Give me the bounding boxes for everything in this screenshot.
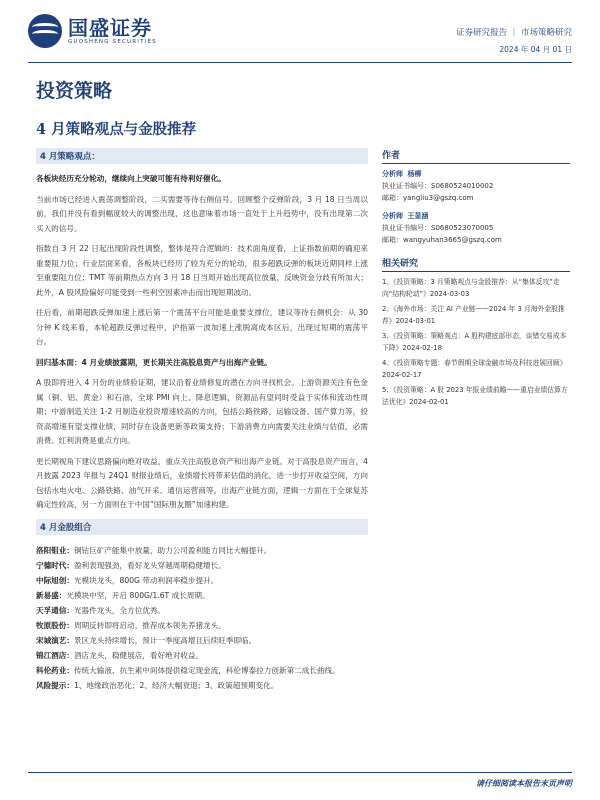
list-item: 锦江酒店：酒店龙头，稳健展店，看好绝对收益。 bbox=[36, 650, 204, 660]
list-item: 天孚通信：光器件龙头，全方位优秀。 bbox=[36, 605, 166, 615]
header-divider bbox=[28, 62, 572, 63]
list-item: 新易盛：光模块中坚，开启 800G/1.6T 成长周期。 bbox=[36, 590, 210, 600]
risk-warning: 风险提示：1、地缘政治恶化；2、经济大幅衰退；3、政策超预期变化。 bbox=[36, 680, 279, 690]
section-stocks-heading: 4 月金股组合 bbox=[36, 519, 368, 535]
paragraph: 当前市场已经进入震荡调整阶段，二买需要等待右侧信号。回顾整个反弹阶段，3 月 18 日当周以前，我们并没有看到幅度较大的调整出现，这也意味着市场一直处于上升趋势中，没有出现第二次买入的信号。 bbox=[36, 194, 368, 233]
paragraph: 更长期视角下建议思路偏向绝对收益，重点关注高股息资产和出海产业链。对于高股息资产而言，4 月披露 2023 年报与 24Q1 财报业绩后，业绩增长将带来估值的消化，进一步打开收益空间，方向包括水电火电、公路铁路、油气开采、通信运营商等。出海产业链方面，逻辑一方面在于全球复苏确定性较高，另一方面则在于中国“国际朋友圈”加速构建。 bbox=[36, 456, 368, 509]
analyst-role: 分析师 bbox=[382, 212, 403, 220]
analyst-cert: 执业证书编号：S0680523070005 bbox=[382, 224, 494, 232]
analyst-name: 杨柳 bbox=[407, 170, 422, 178]
report-date: 2024 年 04 月 01 日 bbox=[499, 45, 572, 54]
main-content bbox=[36, 148, 368, 693]
related-report[interactable]: 1、《投资策略：3 月策略观点与金股推荐：从“集体反攻”走向“结构轮动”》2024-03-03 bbox=[382, 278, 560, 298]
related-report[interactable]: 4、《投资策略专题：春节假期全球金融市场及科技进展回顾》2024-02-17 bbox=[382, 359, 567, 379]
related-report[interactable]: 3、《投资策略：策略观点：A 股构建底部形态，谈错交易成本下降》2024-02-18 bbox=[382, 332, 567, 352]
list-item: 中际旭创：光模块龙头，800G 带动利润率稳步提升。 bbox=[36, 575, 219, 585]
list-item: 牧原股份：周期反转即将启动，推荐成本领先养猪龙头。 bbox=[36, 620, 226, 630]
fundamentals-lead: 回归基本面：4 月业绩披露期，更长期关注高股息资产与出海产业链。 bbox=[36, 357, 272, 367]
analyst-block bbox=[382, 210, 570, 246]
page-header bbox=[0, 0, 600, 62]
logo-name-cn: 国盛证券 bbox=[68, 16, 152, 40]
doc-type: 投资策略 bbox=[36, 80, 113, 102]
footer-divider bbox=[28, 772, 572, 773]
analyst-block bbox=[382, 168, 570, 204]
analyst-role: 分析师 bbox=[382, 170, 403, 178]
sidebar bbox=[382, 148, 570, 411]
list-item: 宁德时代：盈利表现强劲，看好龙头穿越周期稳健增长。 bbox=[36, 560, 226, 570]
analyst-email[interactable]: 邮箱：wangyuhan3665@gszq.com bbox=[382, 236, 502, 244]
paragraph: A 股即将进入 4 月份的业绩验证期，建议沿着业绩修复的潜在方向寻找机会。上游资源关注有色金属（铜、铝、黄金）和石油，全球 PMI 向上、降息逻辑，资源品有望同时受益于实体和流动性周期；中游制造关注 1-2 月制造业投资增速较高的方向，包括公路铁路、运输设备、国产算力等，投资高增速有望支撑业绩，同时存在设备更新等政策支持；下游消费方向需要关注业绩与估值，必需消费、红利消费是重点方向。 bbox=[36, 378, 368, 445]
report-category: 证券研究报告 ｜ 市场策略研究 bbox=[456, 28, 572, 38]
analyst-email[interactable]: 邮箱：yangliu3@gszq.com bbox=[382, 194, 474, 202]
page-title: 4 月策略观点与金股推荐 bbox=[36, 121, 197, 138]
related-report[interactable]: 2、《海外市场：关注 AI 产业链——2024 年 3 月海外金股推荐》2024-03-01 bbox=[382, 305, 565, 325]
logo-mark-icon bbox=[28, 14, 62, 48]
authors-heading: 作者 bbox=[382, 148, 570, 164]
related-research-heading: 相关研究 bbox=[382, 256, 570, 272]
section-strategy-heading: 4 月策略观点： bbox=[36, 148, 368, 164]
list-item: 宋城演艺：景区龙头持续增长，预计一季度高增且后续旺季即临。 bbox=[36, 635, 257, 645]
paragraph: 指数自 3 月 22 日起出现阶段性调整，整体是符合逻辑的：技术面角度看，上证指数前期的确迎来重要阻力位；行业层面来看，各板块已经历了较为充分的轮动，很多超跌反弹的板块近期同样上涨至重要阻力位；TMT 等前期热点方向 3 月 18 日当周开始出现高位放量，反映资金分歧有所加大；此外，A 股风险偏好可能受到一些利空因素冲击而出现短期波动。 bbox=[36, 244, 368, 297]
list-item: 科伦药业：传统大输液、抗生素中间体提供稳定现金流，科伦博泰拉力创新第二成长曲线。 bbox=[36, 665, 340, 675]
stock-list bbox=[36, 543, 368, 693]
analyst-name: 王显涵 bbox=[407, 212, 429, 220]
analyst-cert: 执业证书编号：S0680524010002 bbox=[382, 182, 494, 190]
related-report[interactable]: 5、《投资策略：A 股 2023 年报业绩前瞻——重启业绩估算方法优化》2024-02-01 bbox=[382, 386, 568, 406]
logo-name-en: GUOSHENG SECURITIES bbox=[68, 39, 157, 45]
strategy-lead: 各板块经历充分轮动，继续向上突破可能有待利好催化。 bbox=[36, 174, 226, 183]
list-item: 洛阳钼业：铜钴巨矿产能集中放量，助力公司盈利能力同比大幅提升。 bbox=[36, 545, 272, 555]
paragraph: 往后看，前期超跌反弹加速上涨后第一个震荡平台可能是重要支撑位，建议等待右侧机会：从 30 分钟 K 线来看，本轮超跌反弹过程中，沪指第一波加速上涨脱离成本区后，出现过短期的震荡平台。 bbox=[36, 308, 368, 346]
company-logo bbox=[28, 14, 157, 48]
footer-disclaimer: 请仔细阅读本报告末页声明 bbox=[476, 779, 572, 788]
